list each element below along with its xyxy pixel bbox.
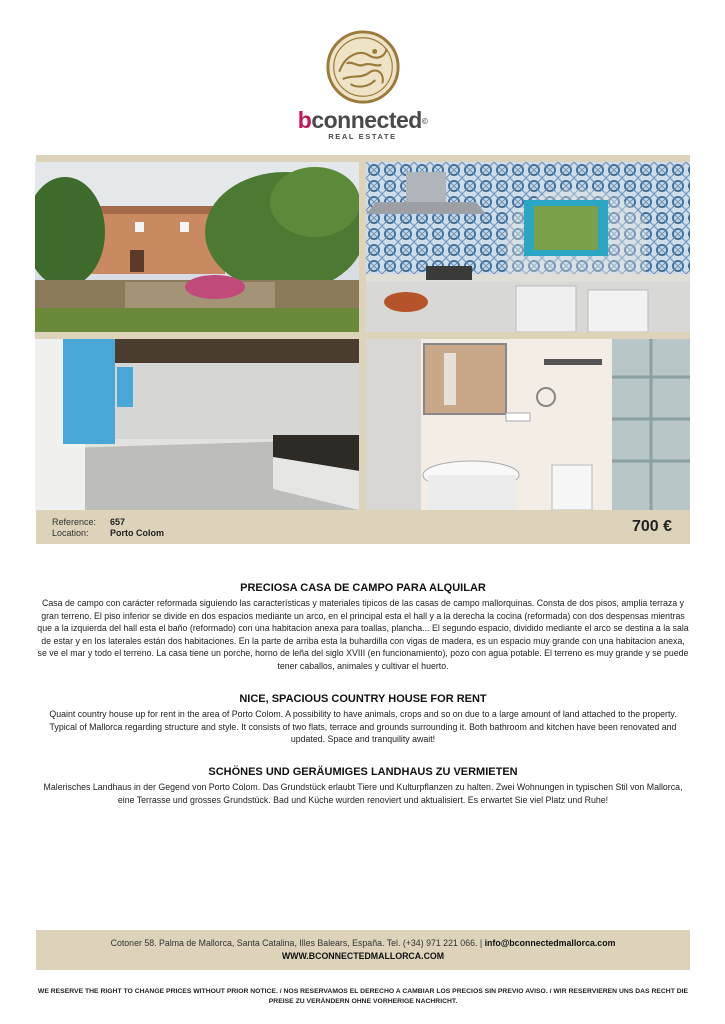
- address-text: Cotoner 58. Palma de Mallorca, Santa Catalina, Illes Balears, España. Tel. (+34) 971 221 066. |: [110, 938, 485, 948]
- section-body: Malerisches Landhaus in der Gegend von Porto Colom. Das Grundstück erlaubt Tiere und Kulturpflanzen zu halten. Zwei Wohnungen in typischen Stil von Mallorca, eine Terrasse und grosses Grundstück. Bad und Küche wurden renoviert und aktualisiert. Es erwartet Sie viel Platz und Ruhe!: [43, 782, 683, 805]
- bathroom-photo: [366, 339, 690, 510]
- contact-line: [36, 938, 690, 948]
- exterior-photo: [35, 162, 359, 332]
- reference-label: Reference:: [52, 517, 97, 527]
- location-label: Location:: [52, 528, 89, 538]
- location-value: Porto Colom: [110, 528, 164, 538]
- photo-grid: [35, 162, 690, 510]
- brand-name: bconnected©: [297, 107, 428, 133]
- section-body: Quaint country house up for rent in the area of Porto Colom. A possibility to have animals, crops and so on due to a large amount of land attached to the property. Typical of Mallorca regarding structure and style. It consists of two flats, terrace and grounds surrounding it. Both bathroom and kitchen have been renovated and updated. Space and tranquility await!: [49, 709, 677, 745]
- location-row: [52, 528, 164, 539]
- price: 700 €: [631, 518, 672, 535]
- brand-subtitle: REAL ESTATE: [328, 132, 397, 141]
- section-title: PRECIOSA CASA DE CAMPO PARA ALQUILAR: [240, 582, 486, 594]
- website-link[interactable]: WWW.BCONNECTEDMALLORCA.COM: [281, 951, 445, 961]
- email-link[interactable]: info@bconnectedmallorca.com: [484, 938, 616, 948]
- reference-bar: [36, 510, 690, 544]
- section-title: NICE, SPACIOUS COUNTRY HOUSE FOR RENT: [239, 693, 487, 705]
- contact-footer: [36, 930, 690, 970]
- reference-value: 657: [110, 517, 126, 527]
- brand-logo: [0, 28, 725, 141]
- reference-row: [52, 517, 164, 528]
- description-en: [36, 693, 690, 746]
- disclaimer: WE RESERVE THE RIGHT TO CHANGE PRICES WITHOUT PRIOR NOTICE. / NOS RESERVAMOS EL DERECHO A CAMBIAR LOS PRECIOS SIN PREVIO AVISO. / WIR RESERVIEREN UNS DAS RECHT DIE PREISE ZU VERÄNDERN OHNE VORHERIGE NACHRICHT.: [37, 988, 689, 1005]
- description-es: [36, 582, 690, 673]
- description-de: [36, 766, 690, 806]
- reference-table: [52, 517, 164, 539]
- section-body: Casa de campo con carácter reformada siguiendo las características y materiales tipicos de las casas de campo mallorquinas. Consta de dos pisos, amplia terraza y gran terreno. El piso inferior se divide en dos espacios mediante un arco, en el principal esta el hall y a la derecha la cocina (reformada) con dos despensas mientras que a la izquierda del hall esta el baño (reformado) con una habitacion anexa para toallas, plancha... El segundo espacio, dividido mediante el arco se destina a la sala de estar y en los laterales están dos habitaciones. En la parte de arriba esta la buhardilla con vigas de madera, es un espacio muy grande con una habitacion anexa, se ve el mar y todo el terreno. La casa tiene un porche, horno de leña del siglo XVIII (en funcionamiento), pozo con agua potable. El terreno es muy grande y se puede tener caballos, animales y cultivar el huerto.: [37, 598, 689, 671]
- attic-room-photo: [35, 339, 359, 510]
- section-title: SCHÖNES UND GERÄUMIGES LANDHAUS ZU VERMIETEN: [208, 766, 518, 778]
- top-divider: [36, 155, 690, 162]
- kitchen-photo: [366, 162, 690, 332]
- dragon-seal-icon: [324, 28, 402, 106]
